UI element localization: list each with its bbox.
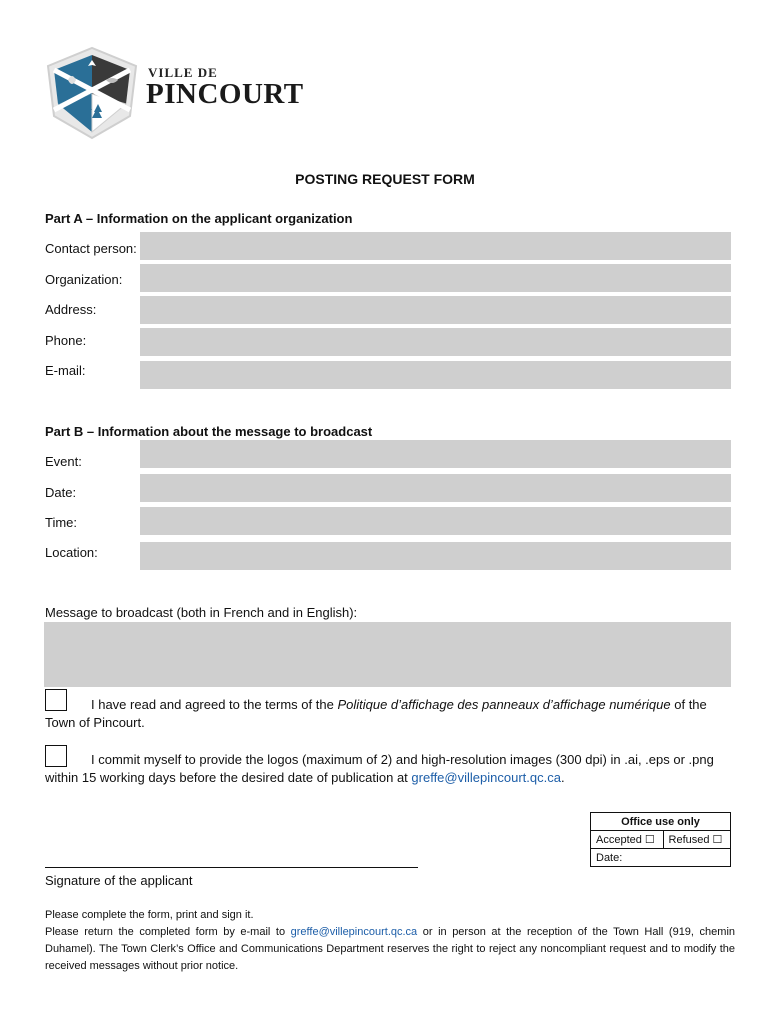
event-label: Event: — [45, 454, 82, 469]
commit-email-link[interactable]: greffe@villepincourt.qc.ca — [411, 770, 561, 785]
time-label: Time: — [45, 515, 78, 530]
office-refused-cell: Refused ☐ — [663, 831, 730, 849]
footer-email-link[interactable]: greffe@villepincourt.qc.ca — [290, 926, 418, 938]
form-title: POSTING REQUEST FORM — [295, 171, 475, 187]
date-field[interactable] — [140, 474, 731, 502]
contact-person-field[interactable] — [140, 232, 731, 260]
footer-return-post: or in person at the reception of the Town Hall (919, chemin Duhamel). The Town Clerk’s Office and Communications Department reserves the right to reject any noncompliant request and to modify the received messages without prior notice. — [45, 926, 736, 972]
phone-label: Phone: — [45, 333, 87, 348]
phone-field[interactable] — [140, 328, 731, 356]
email-field[interactable] — [140, 361, 731, 389]
terms-text-post: of the Town of Pincourt. — [45, 697, 707, 730]
logo-text-ville-de: VILLE DE — [148, 65, 218, 80]
organization-field[interactable] — [140, 264, 731, 292]
location-field[interactable] — [140, 542, 731, 570]
signature-line[interactable] — [45, 867, 418, 868]
terms-paragraph — [45, 696, 735, 732]
message-label: Message to broadcast (both in French and in English): — [45, 605, 358, 620]
part-b-heading: Part B – Information about the message to broadcast — [45, 424, 373, 439]
office-accepted-cell: Accepted ☐ — [591, 831, 664, 849]
office-use-title: Office use only — [591, 813, 731, 831]
address-label: Address: — [45, 302, 97, 317]
part-a-heading: Part A – Information on the applicant organization — [45, 211, 353, 226]
time-field[interactable] — [140, 507, 731, 535]
commit-text-end: . — [560, 770, 565, 785]
terms-policy-title: Politique d’affichage des panneaux d’affichage numérique — [337, 697, 671, 712]
footer-instructions: Please complete the form, print and sign it. — [45, 909, 254, 921]
signature-label: Signature of the applicant — [45, 873, 193, 888]
terms-text-pre: I have read and agreed to the terms of the — [91, 697, 338, 712]
footer-return-pre: Please return the completed form by e-mail to — [45, 926, 291, 938]
organization-label: Organization: — [45, 272, 123, 287]
logo-text-pincourt: PINCOURT — [146, 78, 304, 110]
address-field[interactable] — [140, 296, 731, 324]
commit-text: I commit myself to provide the logos (maximum of 2) and high-resolution images (300 dpi) in .ai, .eps or .png within 15 working days before the desired date of publication at — [45, 752, 714, 785]
date-label: Date: — [45, 485, 77, 500]
office-date-cell: Date: — [591, 849, 731, 867]
location-label: Location: — [45, 545, 98, 560]
commit-paragraph — [45, 751, 735, 787]
email-label: E-mail: — [45, 363, 86, 378]
footer-return-paragraph — [45, 924, 735, 975]
event-field[interactable] — [140, 440, 731, 468]
office-use-table — [590, 812, 731, 867]
contact-person-label: Contact person: — [45, 241, 137, 256]
message-textarea[interactable] — [44, 622, 731, 687]
